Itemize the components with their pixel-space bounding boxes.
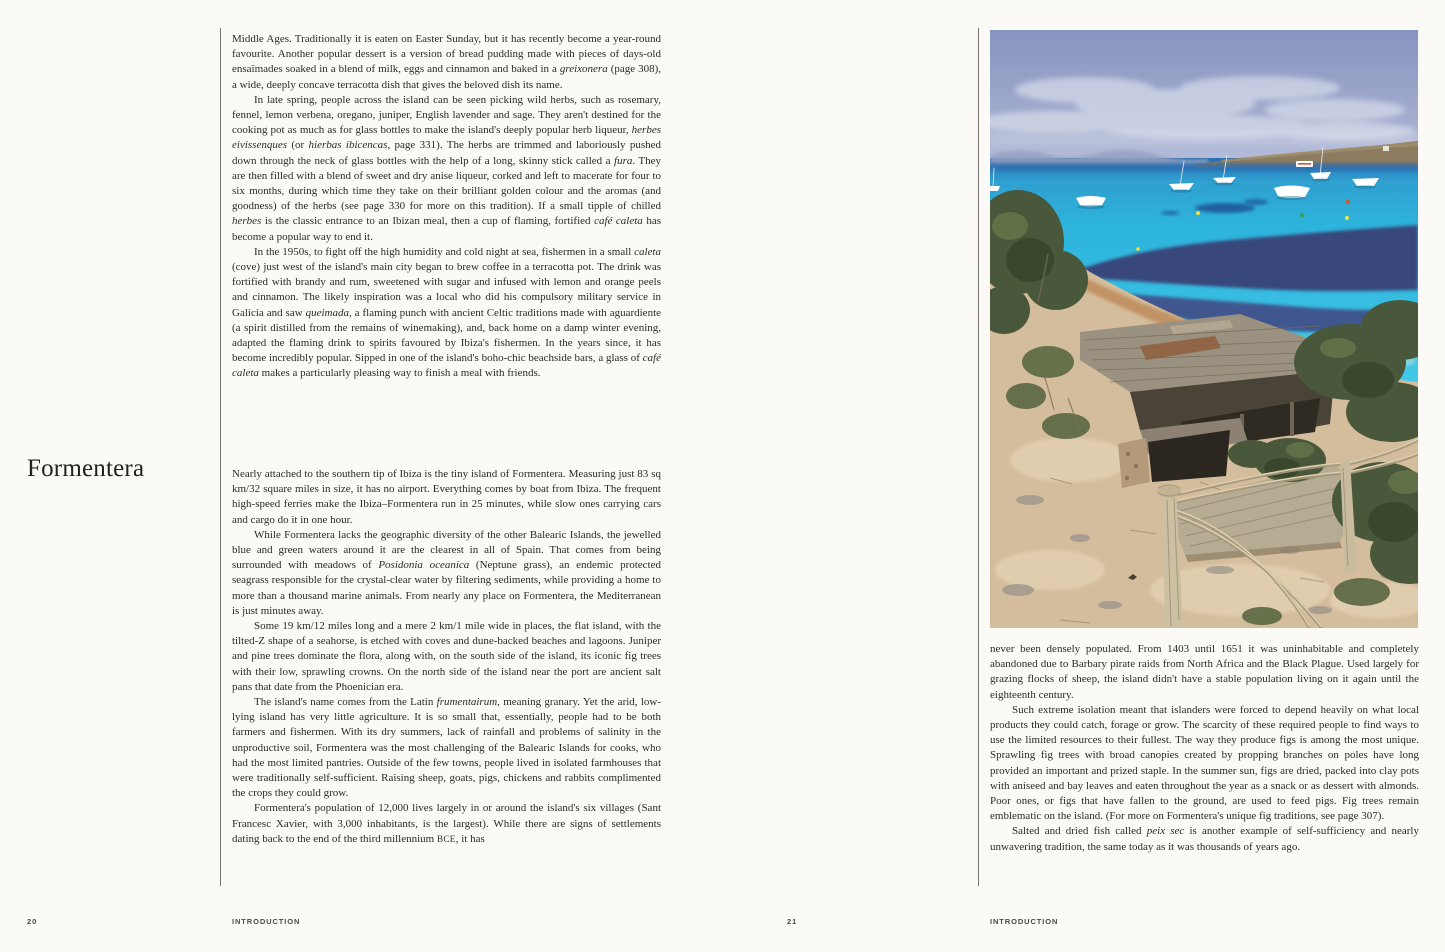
paragraph: In the 1950s, to fight off the high humidity and cold night at sea, fishermen in a small caleta (cove) just west of the island's main city began to brew coffee in a terracotta pot. The drink was fortified with brandy and rum, sweetened with sugar and infused with lemon and orange peels and cinnamon. The likely inspiration was a local who did his compulsory military service in Galicia and saw queimada, a flaming punch with ancient Celtic traditions made with aguardiente (a spirit distilled from the remains of winemaking), and, back home on a damp winter evening, adapted the flaming drink to spirits favoured by Ibiza's fishermen. In the years since, it has become incredibly popular. Sipped in one of the island's boho-chic beachside bars, a glass of café caleta makes a particularly pleasing way to finish a meal with friends.: [232, 245, 662, 380]
paragraph: The island's name comes from the Latin frumentairum, meaning granary. Yet the arid, low-lying island has very little agriculture. It is so small that, essentially, people had to be both farmers and fishermen. With its dry summers, lack of rainfall and problems of salinity in the unproductive soil, Formentera was the most challenging of the Balearic Islands for cooks, who had the most limited pantries. Outside of the few towns, people lived in isolated farmhouses that were traditionally self-sufficient. Raising sheep, goats, pigs, chickens and rabbits complimented the crops they could grow.: [232, 696, 661, 800]
right-footer-label: INTRODUCTION: [990, 917, 1059, 926]
white-building: [1383, 146, 1389, 151]
sky: [990, 30, 1418, 164]
paragraph: Formentera's population of 12,000 lives largely in or around the island's six villages (Sant Francesc Xavier, with 3,000 inhabitants, is the largest). While there are signs of settlements dating back to the end of the third millennium BCE, it has: [232, 802, 661, 845]
paragraph: Middle Ages. Traditionally it is eaten on Easter Sunday, but it has recently become a year-round favourite. Another popular dessert is a version of bread pudding made with pieces of days-old ensaïmades soaked in a blend of milk, eggs and cinnamon and baked in a greixonera (page 308), a wide, deeply concave terracotta dish that gives the beloved dish its name.: [232, 33, 662, 91]
paragraph: Salted and dried fish called peix sec is another example of self-sufficiency and nearly unwavering tradition, the same today as it was thousands of years ago.: [990, 825, 1419, 853]
right-page-number: 21: [787, 917, 798, 926]
left-page-text-block-top: [232, 32, 661, 382]
right-page-column-rule: [978, 28, 979, 886]
paragraph: never been densely populated. From 1403 until 1651 it was uninhabitable and completely abandoned due to Barbary pirate raids from North Africa and the Black Plague. Used largely for grazing flocks of sheep, the island didn't have a stable population living on it again until the eighteenth century.: [990, 643, 1419, 701]
section-heading-formentera: Formentera: [27, 455, 145, 482]
paragraph: Such extreme isolation meant that islanders were forced to depend heavily on what local products they could catch, forage or grow. The scarcity of these required people to find ways to use the limited resources to their fullest. The way they produce figs is among the most unique. Sprawling fig trees with broad canopies created by propping branches on poles have long provided an important and prized staple. In the summer sun, figs are dried, packed into clay pots with aniseed and bay leaves and eaten throughout the year as a snack or as dessert with almonds. Poor ones, or figs that have fallen to the ground, are used to feed pigs. Fig trees remain emblematic on the island. (For more on Formentera's unique fig traditions, see page 307).: [990, 703, 1419, 823]
ferry-stripe: [1298, 163, 1311, 165]
right-page-text-block: [990, 642, 1419, 855]
paragraph: In late spring, people across the island can be seen picking wild herbs, such as rosemary, fennel, lemon verbena, oregano, juniper, English lavender and sage. They aren't destined for the cooking pot as much as for glass bottles to make the island's deeply popular herb liqueur, herbes eivissenques (or hierbas ibicencas, page 331). The herbs are trimmed and laboriously pushed down through the neck of glass bottles with the help of a long, skinny stick called a fura. They are then filled with a blend of sweet and dry anise liqueur, corked and left to macerate for four to six months, during which time they take on their brilliant golden colour and the aromas (and goodness) of the herbs (see page 330 for more on this tradition). If a small tipple of chilled herbes is the classic entrance to an Ibizan meal, then a cup of flaming, fortified café caleta has become a popular way to end it.: [232, 93, 662, 243]
formentera-cove-photo: [990, 30, 1418, 628]
paragraph: While Formentera lacks the geographic diversity of the other Balearic Islands, the jewelled blue and green waters around it are the clearest in all of Spain. That comes from being surrounded with meadows of Posidonia oceanica (Neptune grass), an endemic protected seagrass responsible for the crystal-clear water by filtering sediments, while providing a home to more than a thousand marine animals. From nearly any place on Formentera, the Mediterranean is just minutes away.: [232, 528, 661, 617]
paragraph: Some 19 km/12 miles long and a mere 2 km/1 mile wide in places, the flat island, with the tilted-Z shape of a seahorse, is etched with coves and dune-backed beaches and lagoons. Juniper and pine trees dominate the flora, along with, on the south side of the island, its iconic fig trees with their low, sprawling crowns. On the north side of the island near the port are ancient salt pans that date from the Phoenician era.: [232, 620, 661, 693]
left-page-number: 20: [27, 917, 38, 926]
cove-photo-illustration: [990, 30, 1418, 628]
left-page-text-block-formentera: [232, 467, 661, 847]
left-footer-label: INTRODUCTION: [232, 917, 301, 926]
paragraph: Nearly attached to the southern tip of Ibiza is the tiny island of Formentera. Measuring just 83 sq km/32 square miles in size, it has no airport. Everything comes by boat from Ibiza. The frequent high-speed ferries make the Ibiza–Formentera run in 25 minutes, while slow ones carrying cars and cargo do it in one hour.: [232, 468, 661, 526]
left-page-column-rule: [220, 28, 221, 886]
